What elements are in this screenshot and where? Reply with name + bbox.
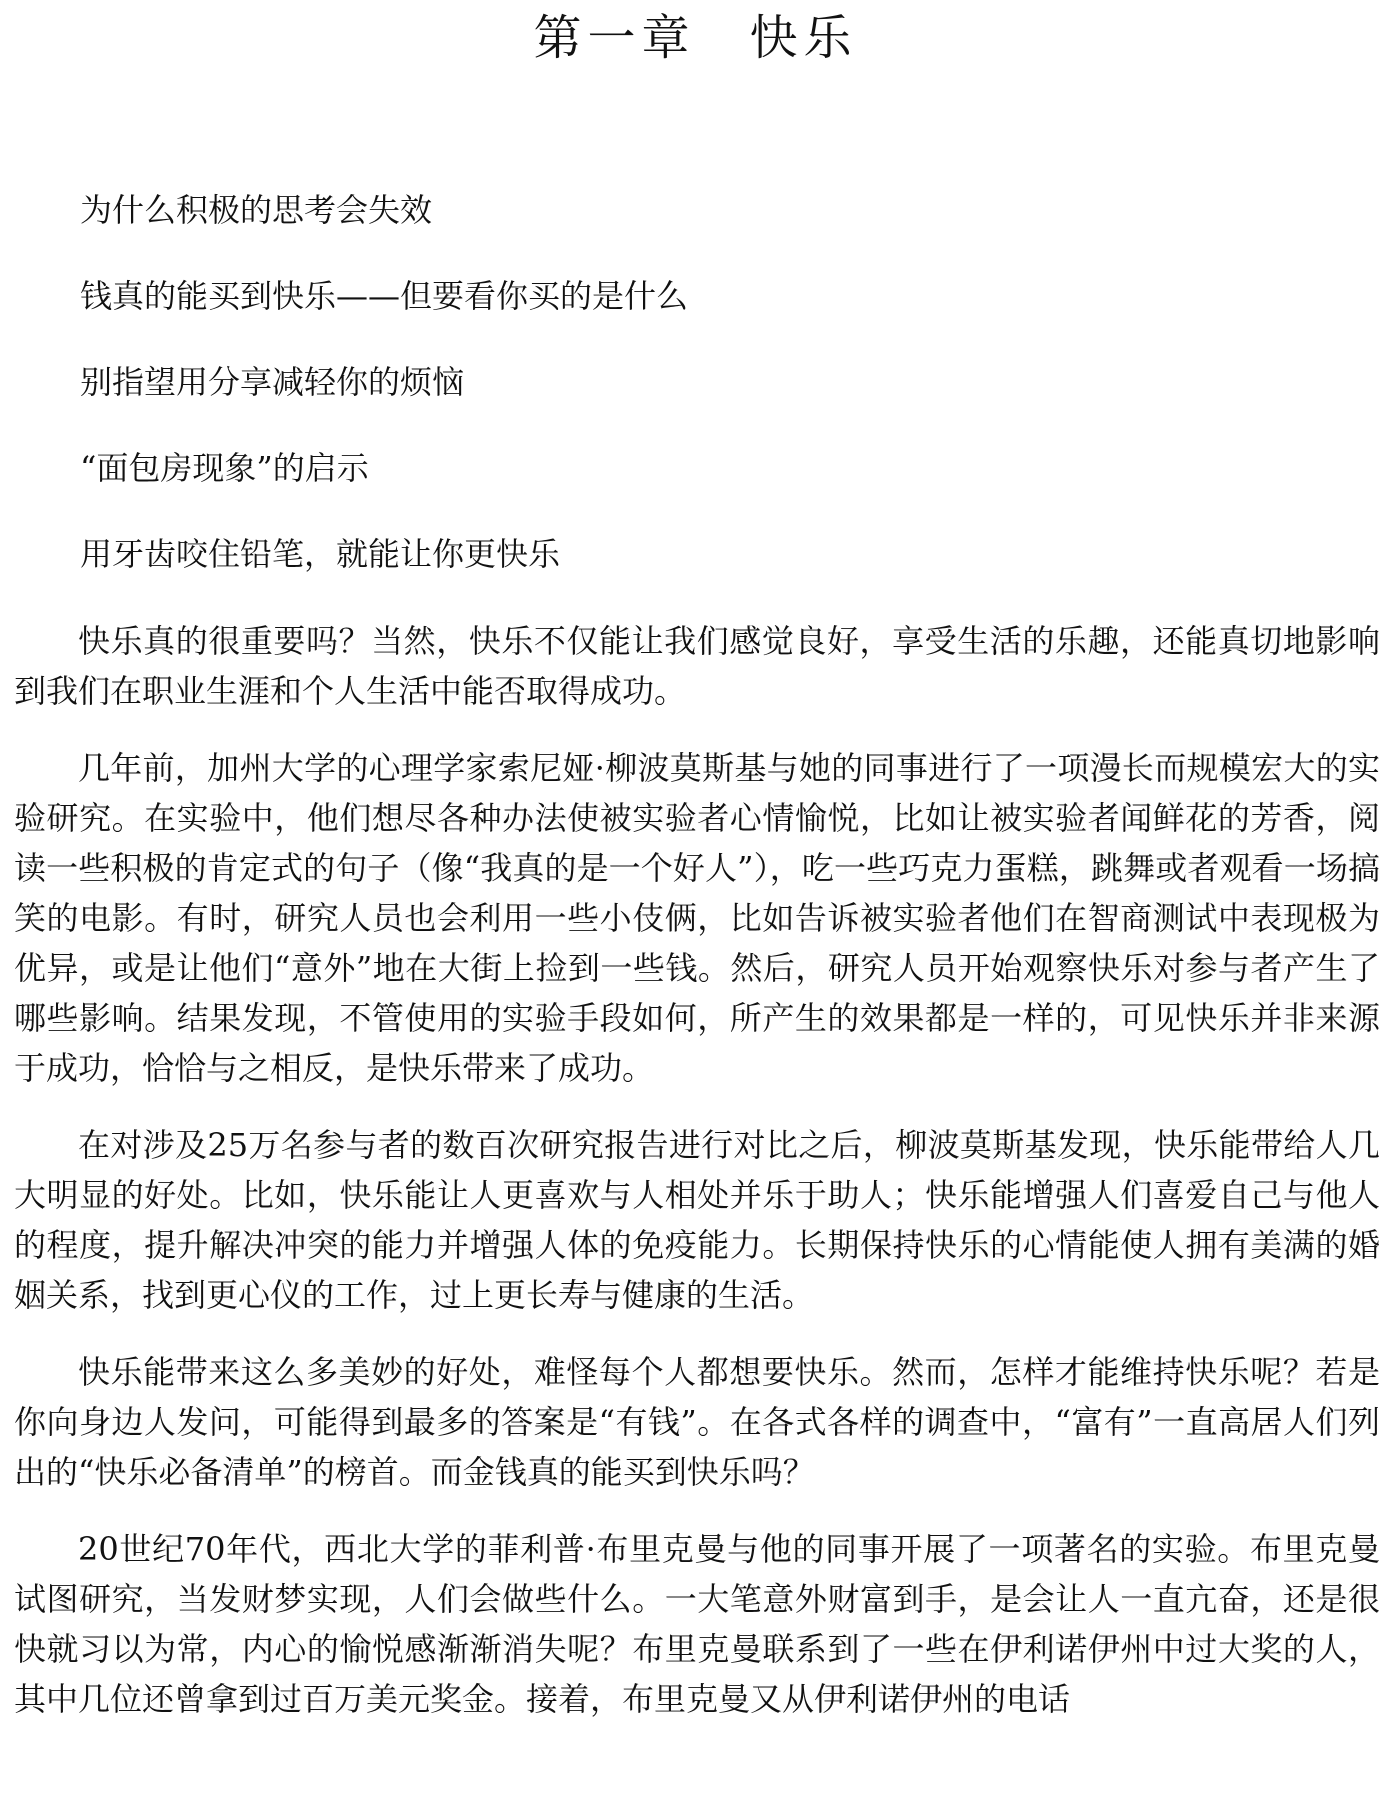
- paragraph: 20世纪70年代，西北大学的菲利普·布里克曼与他的同事开展了一项著名的实验。布里克曼试图研究，当发财梦实现，人们会做些什么。一大笔意外财富到手，是会让人一直亢奋，还是很快就习以为常，内心的愉悦感渐渐消失呢？布里克曼联系到了一些在伊利诺伊州中过大奖的人，其中几位还曾拿到过百万美元奖金。接着，布里克曼又从伊利诺伊州的电话: [14, 1530, 1380, 1718]
- section-list: [80, 190, 688, 620]
- section-heading: 钱真的能买到快乐——但要看你买的是什么: [80, 277, 689, 315]
- paragraph: 几年前，加州大学的心理学家索尼娅·柳波莫斯基与她的同事进行了一项漫长而规模宏大的实验研究。在实验中，他们想尽各种办法使被实验者心情愉悦，比如让被实验者闻鲜花的芳香，阅读一些积极的肯定式的句子（像“我真的是一个好人”），吃一些巧克力蛋糕，跳舞或者观看一场搞笑的电影。有时，研究人员也会利用一些小伎俩，比如告诉被实验者他们在智商测试中表现极为优异，或是让他们“意外”地在大街上捡到一些钱。然后，研究人员开始观察快乐对参与者产生了哪些影响。结果发现，不管使用的实验手段如何，所产生的效果都是一样的，可见快乐并非来源于成功，恰恰与之相反，是快乐带来了成功。: [14, 749, 1380, 1087]
- section-heading: 别指望用分享减轻你的烦恼: [80, 363, 465, 401]
- chapter-title: 第一章 快乐: [533, 10, 858, 66]
- section-heading: 用牙齿咬住铅笔，就能让你更快乐: [80, 535, 561, 573]
- paragraph: 在对涉及25万名参与者的数百次研究报告进行对比之后，柳波莫斯基发现，快乐能带给人几大明显的好处。比如，快乐能让人更喜欢与人相处并乐于助人；快乐能增强人们喜爱自己与他人的程度，提升解决冲突的能力并增强人体的免疫能力。长期保持快乐的心情能使人拥有美满的婚姻关系，找到更心仪的工作，过上更长寿与健康的生活。: [14, 1126, 1380, 1314]
- body-text: [14, 616, 1380, 1751]
- section-heading: “面包房现象”的启示: [80, 449, 369, 487]
- paragraph: 快乐真的很重要吗？当然，快乐不仅能让我们感觉良好，享受生活的乐趣，还能真切地影响到我们在职业生涯和个人生活中能否取得成功。: [14, 622, 1380, 710]
- paragraph: 快乐能带来这么多美妙的好处，难怪每个人都想要快乐。然而，怎样才能维持快乐呢？若是你向身边人发问，可能得到最多的答案是“有钱”。在各式各样的调查中，“富有”一直高居人们列出的“快乐必备清单”的榜首。而金钱真的能买到快乐吗？: [14, 1353, 1380, 1491]
- section-heading: 为什么积极的思考会失效: [80, 191, 433, 229]
